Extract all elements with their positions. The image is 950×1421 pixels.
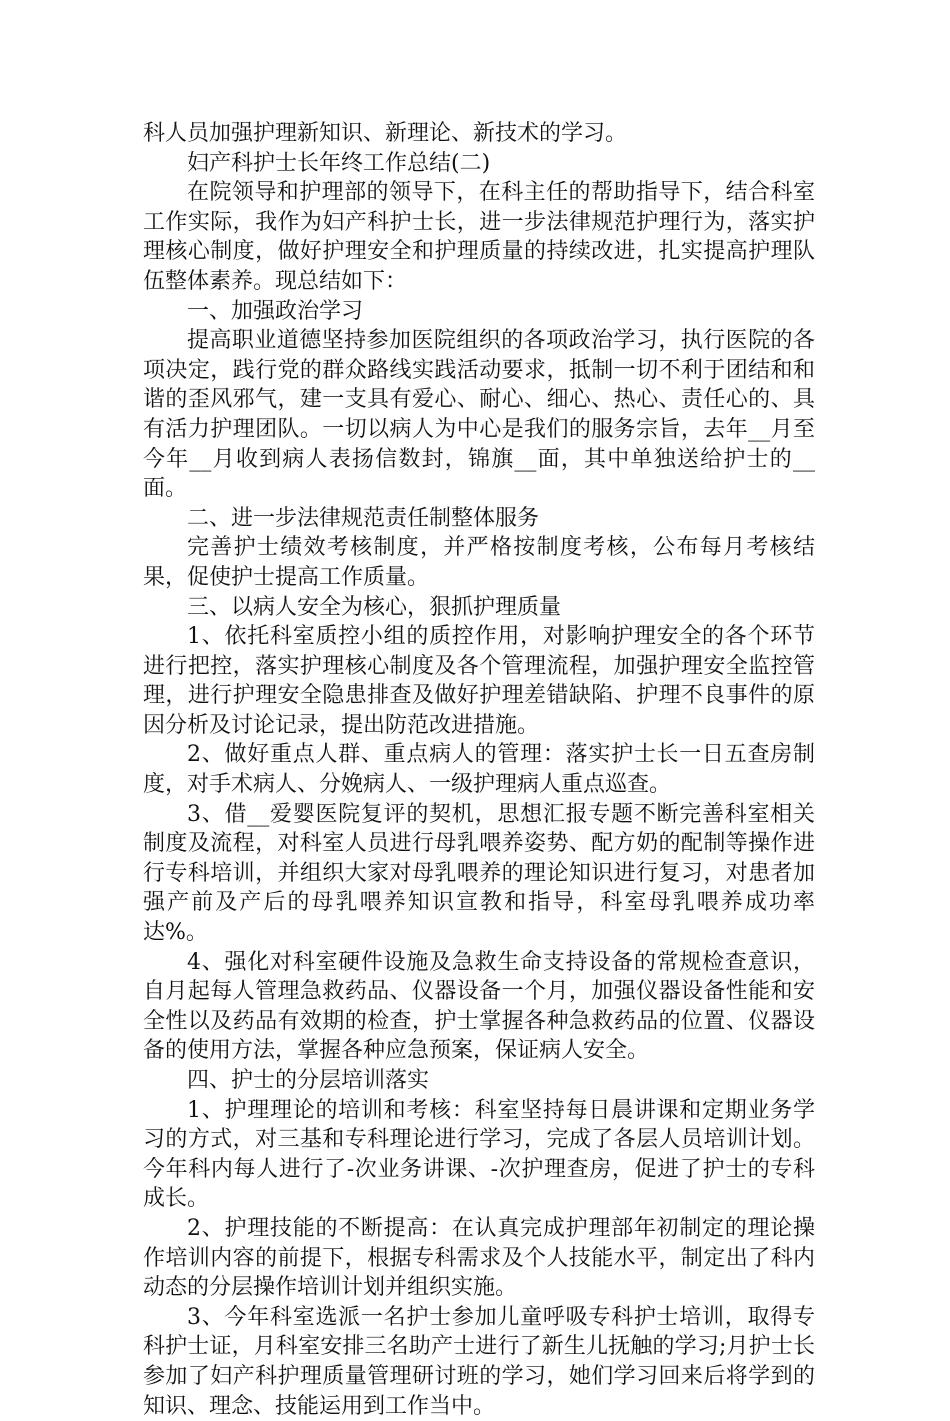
heading-responsibility-service: 二、进一步法律规范责任制整体服务 bbox=[187, 505, 540, 531]
paragraph-political-study: 提高职业道德坚持参加医院组织的各项政治学习，执行医院的各项决定，践行党的群众路线实践活动要求，抵制一切不利于团结和和谐的歪风邪气，建一支具有爱心、耐心、细心、热心、责任心的、具有活力护理团队。一切以病人为中心是我们的服务宗旨，去年__月至今年__月收到病人表扬信数封，锦旗__面，其中单独送给护士的__面。 bbox=[143, 328, 815, 502]
heading-layered-training: 四、护士的分层培训落实 bbox=[187, 1068, 430, 1093]
paragraph-skills-training: 2、护理技能的不断提高：在认真完成护理部年初制定的理论操作培训内容的前提下，根据专科需求及个人技能水平，制定出了科内动态的分层操作培训计划并组织实施。 bbox=[143, 1215, 815, 1301]
paragraph-continuation: 科人员加强护理新知识、新理论、新技术的学习。 bbox=[143, 121, 628, 146]
heading-patient-safety: 三、以病人安全为核心，狠抓护理质量 bbox=[187, 594, 562, 620]
paragraph-responsibility-service: 完善护士绩效考核制度，并严格按制度考核，公布每月考核结果，促使护士提高工作质量。 bbox=[143, 535, 815, 590]
paragraph-specialist-training: 3、今年科室选派一名护士参加儿童呼吸专科护士培训，取得专科护士证，月科室安排三名助产士进行了新生儿抚触的学习;月护士长参加了妇产科护理质量管理研讨班的学习，她们学习回来后将学到的知识、理念、技能运用到工作当中。 bbox=[143, 1304, 815, 1419]
paragraph-intro: 在院领导和护理部的领导下，在科主任的帮助指导下，结合科室工作实际，我作为妇产科护士长，进一步法律规范护理行为，落实护理核心制度，做好护理安全和护理质量的持续改进，扎实提高护理队伍整体素养。现总结如下： bbox=[143, 180, 815, 294]
paragraph-quality-control: 1、依托科室质控小组的质控作用，对影响护理安全的各个环节进行把控，落实护理核心制度及各个管理流程，加强护理安全监控管理，进行护理安全隐患排查及做好护理差错缺陷、护理不良事件的原因分析及讨论记录，提出防范改进措施。 bbox=[143, 624, 815, 738]
heading-political-study: 一、加强政治学习 bbox=[187, 298, 364, 324]
paragraph-key-patients: 2、做好重点人群、重点病人的管理：落实护士长一日五查房制度，对手术病人、分娩病人、一级护理病人重点巡查。 bbox=[143, 742, 815, 798]
paragraph-equipment-check: 4、强化对科室硬件设施及急救生命支持设备的常规检查意识，自月起每人管理急救药品、仪器设备一个月，加强仪器设备性能和安全性以及药品有效期的检查，护士掌握各种急救药品的位置、仪器设备的使用方法，掌握各种应急预案，保证病人安全。 bbox=[143, 949, 815, 1064]
section-title: 妇产科护士长年终工作总结(二) bbox=[187, 150, 491, 176]
paragraph-theory-training: 1、护理理论的培训和考核：科室坚持每日晨讲课和定期业务学习的方式，对三基和专科理论进行学习，完成了各层人员培训计划。今年科内每人进行了-次业务讲课、-次护理查房，促进了护士的专科成长。 bbox=[143, 1097, 815, 1212]
paragraph-breastfeeding: 3、借__爱婴医院复评的契机，思想汇报专题不断完善科室相关制度及流程，对科室人员进行母乳喂养姿势、配方奶的配制等操作进行专科培训，并组织大家对母乳喂养的理论知识进行复习，对患者加强产前及产后的母乳喂养知识宣教和指导，科室母乳喂养成功率达%。 bbox=[143, 801, 815, 946]
document-body bbox=[143, 119, 815, 1421]
